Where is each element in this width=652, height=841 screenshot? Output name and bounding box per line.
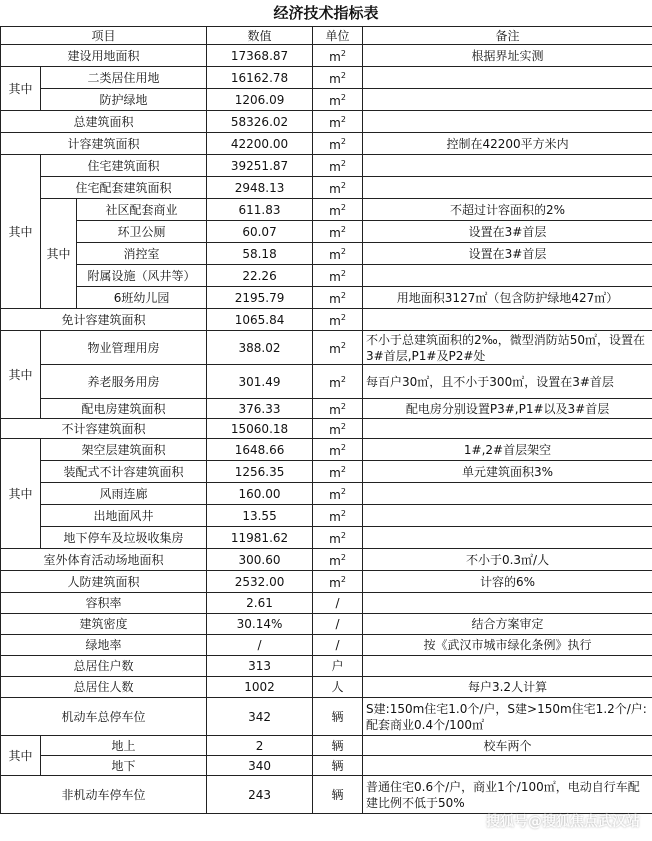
header-unit: 单位 — [313, 27, 363, 45]
header-value: 数值 — [207, 27, 313, 45]
item-cell: 绿地率 — [1, 635, 207, 656]
table-row — [1, 45, 652, 67]
value-cell: 160.00 — [207, 483, 313, 505]
unit-cell: $m^2$ — [313, 399, 363, 419]
value-cell: 611.83 — [207, 199, 313, 221]
value-cell: 30.14% — [207, 614, 313, 635]
note-cell — [363, 177, 652, 199]
note-cell: 设置在3#首层 — [363, 221, 652, 243]
table-row — [1, 593, 652, 614]
unit-cell: $m^2$ — [313, 419, 363, 439]
item-cell: 室外体育活动场地面积 — [1, 549, 207, 571]
note-cell — [363, 419, 652, 439]
note-cell: 普通住宅0.6个/户，商业1个/100㎡，电动自行车配建比例不低于50% — [363, 776, 652, 814]
table-row — [1, 527, 652, 549]
table-row — [1, 614, 652, 635]
note-cell: 按《武汉市城市绿化条例》执行 — [363, 635, 652, 656]
item-cell: 养老服务用房 — [41, 365, 207, 399]
table-title: 经济技术指标表 — [273, 4, 379, 22]
table-row — [1, 243, 652, 265]
note-cell: 根据界址实测 — [363, 45, 652, 67]
note-cell — [363, 111, 652, 133]
unit-cell: $m^2$ — [313, 549, 363, 571]
value-cell: 1206.09 — [207, 89, 313, 111]
item-cell: 建筑密度 — [1, 614, 207, 635]
value-cell: 17368.87 — [207, 45, 313, 67]
header-row — [1, 27, 652, 45]
unit-cell: $m^2$ — [313, 199, 363, 221]
note-cell — [363, 505, 652, 527]
note-cell — [363, 309, 652, 331]
qizhong-label: 其中 — [1, 155, 41, 309]
value-cell: 1648.66 — [207, 439, 313, 461]
item-cell: 人防建筑面积 — [1, 571, 207, 593]
table-row — [1, 155, 652, 177]
note-cell — [363, 593, 652, 614]
value-cell: 13.55 — [207, 505, 313, 527]
qizhong-label: 其中 — [1, 331, 41, 419]
item-cell: 不计容建筑面积 — [1, 419, 207, 439]
note-cell: 1#,2#首层架空 — [363, 439, 652, 461]
table-row — [1, 331, 652, 365]
value-cell: 2948.13 — [207, 177, 313, 199]
table-row — [1, 199, 652, 221]
item-cell: 住宅建筑面积 — [41, 155, 207, 177]
table-row — [1, 549, 652, 571]
note-cell — [363, 265, 652, 287]
unit-cell: / — [313, 614, 363, 635]
note-cell: 用地面积3127㎡（包含防护绿地427㎡） — [363, 287, 652, 309]
unit-cell: $m^2$ — [313, 309, 363, 331]
unit-cell: $m^2$ — [313, 45, 363, 67]
unit-cell: $m^2$ — [313, 527, 363, 549]
unit-cell: $m^2$ — [313, 89, 363, 111]
note-cell: 每户3.2人计算 — [363, 677, 652, 698]
value-cell: 22.26 — [207, 265, 313, 287]
value-cell: 340 — [207, 756, 313, 776]
indicator-table — [0, 26, 652, 814]
note-cell: 配电房分别设置P3#,P1#以及3#首层 — [363, 399, 652, 419]
unit-cell: / — [313, 635, 363, 656]
unit-cell: $m^2$ — [313, 221, 363, 243]
item-cell: 地上 — [41, 736, 207, 756]
value-cell: 11981.62 — [207, 527, 313, 549]
value-cell: 39251.87 — [207, 155, 313, 177]
item-cell: 计容建筑面积 — [1, 133, 207, 155]
qizhong-label: 其中 — [1, 439, 41, 549]
table-row — [1, 111, 652, 133]
unit-cell: $m^2$ — [313, 505, 363, 527]
table-row — [1, 419, 652, 439]
unit-cell: $m^2$ — [313, 155, 363, 177]
item-cell: 配电房建筑面积 — [41, 399, 207, 419]
unit-cell: 户 — [313, 656, 363, 677]
value-cell: 2532.00 — [207, 571, 313, 593]
unit-cell: $m^2$ — [313, 483, 363, 505]
note-cell: 结合方案审定 — [363, 614, 652, 635]
item-cell: 地下 — [41, 756, 207, 776]
item-cell: 环卫公厕 — [77, 221, 207, 243]
value-cell: 15060.18 — [207, 419, 313, 439]
item-cell: 消控室 — [77, 243, 207, 265]
qizhong-label: 其中 — [1, 67, 41, 111]
value-cell: 243 — [207, 776, 313, 814]
item-cell: 6班幼儿园 — [77, 287, 207, 309]
item-cell: 建设用地面积 — [1, 45, 207, 67]
value-cell: 342 — [207, 698, 313, 736]
note-cell: 单元建筑面积3% — [363, 461, 652, 483]
note-cell: 不超过计容面积的2% — [363, 199, 652, 221]
qizhong-sub-label: 其中 — [41, 199, 77, 309]
note-cell — [363, 656, 652, 677]
note-cell: 每百户30㎡，且不小于300㎡，设置在3#首层 — [363, 365, 652, 399]
value-cell: 60.07 — [207, 221, 313, 243]
header-note: 备注 — [363, 27, 652, 45]
unit-cell: 辆 — [313, 756, 363, 776]
note-cell: 不小于总建筑面积的2‰，微型消防站50㎡，设置在3#首层,P1#及P2#处 — [363, 331, 652, 365]
table-row — [1, 505, 652, 527]
value-cell: 2.61 — [207, 593, 313, 614]
table-row — [1, 677, 652, 698]
table-row — [1, 756, 652, 776]
table-row — [1, 461, 652, 483]
table-row — [1, 656, 652, 677]
item-cell: 非机动车停车位 — [1, 776, 207, 814]
watermark: 搜狐号@搜狐焦点武汉站 — [486, 814, 640, 830]
note-cell: S建:150m住宅1.0个/户，S建>150m住宅1.2个/户:配套商业0.4个/100㎡ — [363, 698, 652, 736]
value-cell: 388.02 — [207, 331, 313, 365]
value-cell: 1065.84 — [207, 309, 313, 331]
table-row — [1, 399, 652, 419]
table-row — [1, 736, 652, 756]
item-cell: 附属设施（风井等） — [77, 265, 207, 287]
table-row — [1, 365, 652, 399]
item-cell: 装配式不计容建筑面积 — [41, 461, 207, 483]
item-cell: 防护绿地 — [41, 89, 207, 111]
unit-cell: $m^2$ — [313, 111, 363, 133]
item-cell: 出地面风井 — [41, 505, 207, 527]
unit-cell: $m^2$ — [313, 365, 363, 399]
value-cell: 16162.78 — [207, 67, 313, 89]
table-row — [1, 309, 652, 331]
item-cell: 总居住户数 — [1, 656, 207, 677]
unit-cell: 辆 — [313, 736, 363, 756]
table-row — [1, 133, 652, 155]
value-cell: 313 — [207, 656, 313, 677]
table-row — [1, 89, 652, 111]
value-cell: 58326.02 — [207, 111, 313, 133]
note-cell — [363, 483, 652, 505]
table-row — [1, 265, 652, 287]
item-cell: 住宅配套建筑面积 — [41, 177, 207, 199]
note-cell: 控制在42200平方米内 — [363, 133, 652, 155]
unit-cell: $m^2$ — [313, 177, 363, 199]
note-cell — [363, 67, 652, 89]
unit-cell: $m^2$ — [313, 265, 363, 287]
unit-cell: $m^2$ — [313, 571, 363, 593]
item-cell: 风雨连廊 — [41, 483, 207, 505]
table-row — [1, 483, 652, 505]
table-row — [1, 221, 652, 243]
value-cell: 1256.35 — [207, 461, 313, 483]
note-cell — [363, 756, 652, 776]
table-row — [1, 287, 652, 309]
item-cell: 二类居住用地 — [41, 67, 207, 89]
value-cell: 58.18 — [207, 243, 313, 265]
value-cell: 2195.79 — [207, 287, 313, 309]
item-cell: 免计容建筑面积 — [1, 309, 207, 331]
note-cell: 计容的6% — [363, 571, 652, 593]
qizhong-label: 其中 — [1, 736, 41, 776]
table-row — [1, 177, 652, 199]
note-cell: 校车两个 — [363, 736, 652, 756]
value-cell: 301.49 — [207, 365, 313, 399]
unit-cell: $m^2$ — [313, 439, 363, 461]
table-row — [1, 439, 652, 461]
unit-cell: / — [313, 593, 363, 614]
unit-cell: $m^2$ — [313, 461, 363, 483]
item-cell: 物业管理用房 — [41, 331, 207, 365]
item-cell: 机动车总停车位 — [1, 698, 207, 736]
item-cell: 架空层建筑面积 — [41, 439, 207, 461]
unit-cell: $m^2$ — [313, 331, 363, 365]
unit-cell: 人 — [313, 677, 363, 698]
unit-cell: $m^2$ — [313, 133, 363, 155]
value-cell: 2 — [207, 736, 313, 756]
table-row — [1, 635, 652, 656]
item-cell: 容积率 — [1, 593, 207, 614]
unit-cell: $m^2$ — [313, 287, 363, 309]
item-cell: 社区配套商业 — [77, 199, 207, 221]
value-cell: 42200.00 — [207, 133, 313, 155]
table-row — [1, 67, 652, 89]
unit-cell: 辆 — [313, 776, 363, 814]
unit-cell: $m^2$ — [313, 243, 363, 265]
header-item: 项目 — [1, 27, 207, 45]
value-cell: / — [207, 635, 313, 656]
table-row — [1, 776, 652, 814]
table-row — [1, 698, 652, 736]
note-cell — [363, 89, 652, 111]
item-cell: 总建筑面积 — [1, 111, 207, 133]
value-cell: 300.60 — [207, 549, 313, 571]
value-cell: 376.33 — [207, 399, 313, 419]
item-cell: 地下停车及垃圾收集房 — [41, 527, 207, 549]
item-cell: 总居住人数 — [1, 677, 207, 698]
unit-cell: 辆 — [313, 698, 363, 736]
unit-cell: $m^2$ — [313, 67, 363, 89]
table-row — [1, 571, 652, 593]
value-cell: 1002 — [207, 677, 313, 698]
note-cell: 设置在3#首层 — [363, 243, 652, 265]
note-cell: 不小于0.3㎡/人 — [363, 549, 652, 571]
note-cell — [363, 155, 652, 177]
note-cell — [363, 527, 652, 549]
